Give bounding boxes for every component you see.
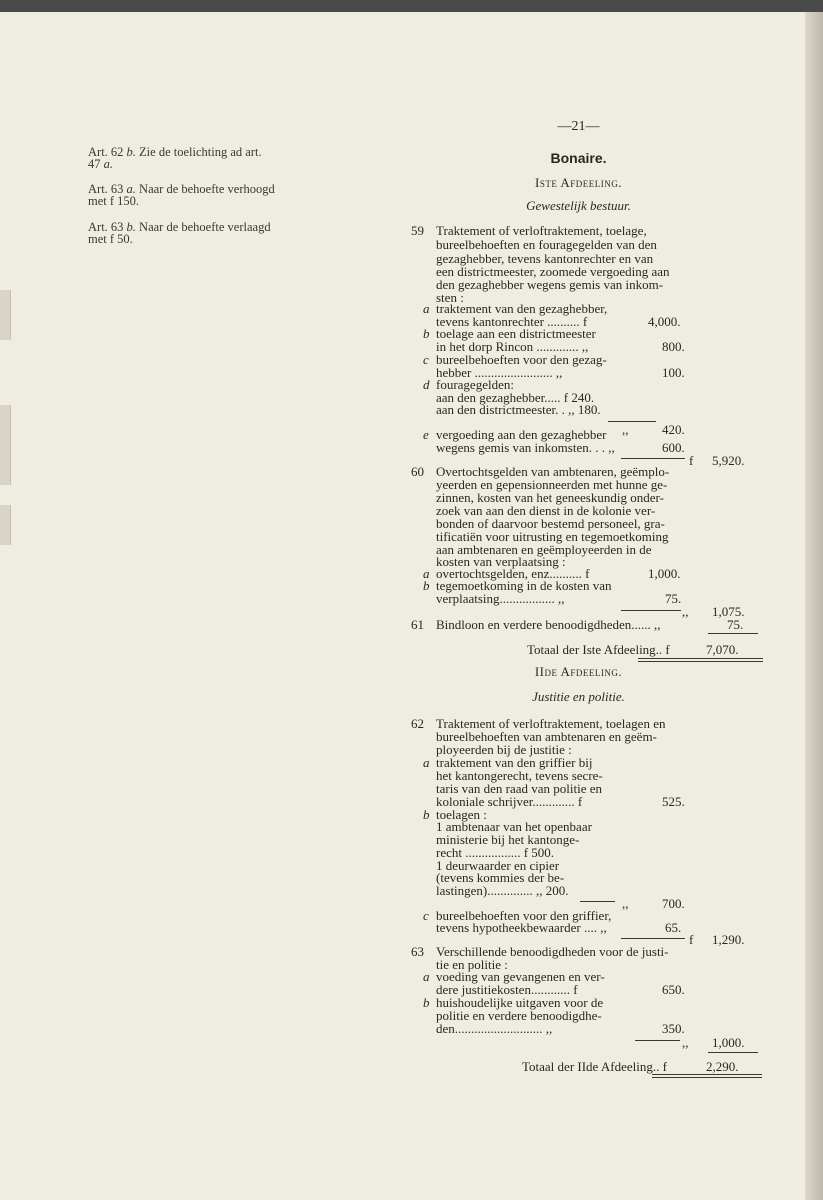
amount: 420. xyxy=(662,422,685,437)
line-text: hebber ........................ ,, xyxy=(436,365,563,380)
line-text: taris van den raad van politie en xyxy=(436,781,603,796)
section-heading: IIde Afdeeling. xyxy=(534,664,623,679)
line-text: ,, xyxy=(682,1035,689,1050)
line-text: koloniale schrijver............. f xyxy=(436,794,583,809)
line-text: verplaatsing................. ,, xyxy=(436,591,565,606)
line-text: den........................... ,, xyxy=(436,1021,553,1036)
line-text: zinnen, kosten van het geneeskundig onder- xyxy=(436,490,664,505)
line-text: zoek van aan den dienst in de kolonie ver- xyxy=(436,503,656,518)
line-text: tegemoetkoming in de kosten van xyxy=(436,578,612,593)
amount: 600. xyxy=(662,440,685,455)
item-letter: b xyxy=(423,326,430,341)
line-text: het kantongerecht, tevens secre- xyxy=(436,768,603,783)
line-text: vergoeding aan den gezaghebber xyxy=(436,427,607,442)
subtotal-rule xyxy=(580,901,615,902)
amount: 525. xyxy=(662,794,685,809)
line-text: in het dorp Rincon ............. ,, xyxy=(436,339,589,354)
line-text: bureelbehoeften voor den gezag- xyxy=(436,352,607,367)
amount: 65. xyxy=(665,920,682,935)
margin-note: 47 a. xyxy=(88,157,113,171)
total-rule xyxy=(708,1052,758,1053)
line-text: aan den gezaghebber..... f 240. xyxy=(436,390,595,405)
amount: 1,290. xyxy=(712,932,745,947)
line-text: huishoudelijke uitgaven voor de xyxy=(436,995,604,1010)
item-letter: b xyxy=(423,995,430,1010)
amount: 2,290. xyxy=(706,1059,739,1074)
page-edge xyxy=(805,12,823,1200)
amount: 1,000. xyxy=(648,566,681,581)
amount: 800. xyxy=(662,339,685,354)
section-subheading: Justitie en politie. xyxy=(532,689,625,704)
binding-tab xyxy=(0,505,11,545)
line-text: traktement van den gezaghebber, xyxy=(436,301,608,316)
amount: 350. xyxy=(662,1021,685,1036)
page-title: Bonaire. xyxy=(550,150,607,166)
line-text: tie en politie : xyxy=(436,957,508,972)
margin-note: met f 150. xyxy=(88,194,140,208)
line-text: recht ................. f 500. xyxy=(436,845,555,860)
article-number: 61 xyxy=(411,617,424,632)
line-text: aan den districtmeester. . ,, 180. xyxy=(436,402,601,417)
amount: 100. xyxy=(662,365,685,380)
margin-note: Art. 63 a. Naar de behoefte verhoogd xyxy=(88,182,275,196)
margin-note: Art. 62 b. Zie de toelichting ad art. xyxy=(88,145,262,159)
amount: 1,075. xyxy=(712,604,745,619)
line-text: fouragegelden: xyxy=(436,377,514,392)
line-text: den gezaghebber wegens gemis van inkom- xyxy=(436,277,664,292)
line-text: Bindloon en verdere benoodigdheden...... ,, xyxy=(436,617,661,632)
line-text: lastingen).............. ,, 200. xyxy=(436,883,569,898)
amount: 75. xyxy=(665,591,682,606)
margin-note: Art. 63 b. Naar de behoefte verlaagd xyxy=(88,220,271,234)
line-text: f xyxy=(689,932,694,947)
line-text: (tevens kommies der be- xyxy=(436,870,565,885)
line-text: sten : xyxy=(436,290,464,305)
line-text: ployeerden bij de justitie : xyxy=(436,742,572,757)
line-text: een districtmeester, zoomede vergoeding aan xyxy=(436,264,670,279)
line-text: ,, xyxy=(622,422,629,437)
binding-tab xyxy=(0,290,11,340)
page-number: —21— xyxy=(557,119,600,134)
line-text: ,, xyxy=(682,604,689,619)
amount: 650. xyxy=(662,982,685,997)
line-text: gezaghebber, tevens kantonrechter en van xyxy=(436,251,654,266)
total-double-rule xyxy=(638,661,763,662)
item-letter: a xyxy=(423,301,430,316)
subtotal-rule xyxy=(621,938,685,939)
line-text: ,, xyxy=(622,896,629,911)
line-text: Verschillende benoodigdheden voor de justi- xyxy=(436,944,669,959)
amount: 7,070. xyxy=(706,642,739,657)
item-letter: a xyxy=(423,969,430,984)
line-text: bureelbehoeften voor den griffier, xyxy=(436,908,612,923)
amount: 75. xyxy=(727,617,744,632)
line-text: toelage aan een districtmeester xyxy=(436,326,596,341)
line-text: tificatiën voor uitrusting en tegemoetkoming xyxy=(436,529,669,544)
line-text: tevens hypotheekbewaarder .... ,, xyxy=(436,920,607,935)
binding-tab xyxy=(0,405,11,485)
line-text: wegens gemis van inkomsten. . . ,, xyxy=(436,440,615,455)
line-text: Overtochtsgelden van ambtenaren, geëmplo- xyxy=(436,464,670,479)
total-rule xyxy=(708,633,758,634)
margin-note: met f 50. xyxy=(88,232,133,246)
section-heading: Iste Afdeeling. xyxy=(535,175,622,190)
line-text: kosten van verplaatsing : xyxy=(436,554,566,569)
item-letter: b xyxy=(423,578,430,593)
subtotal-rule xyxy=(621,458,685,459)
line-text: 1 ambtenaar van het openbaar xyxy=(436,819,592,834)
item-letter: b xyxy=(423,807,430,822)
total-double-rule xyxy=(652,1074,762,1075)
line-text: yeerden en gepensionneerden met hunne ge- xyxy=(436,477,668,492)
subtotal-rule xyxy=(635,1040,680,1041)
line-text: ministerie bij het kantonge- xyxy=(436,832,580,847)
line-text: Totaal der Iste Afdeeling.. f xyxy=(527,642,670,657)
amount: 4,000. xyxy=(648,314,681,329)
total-double-rule xyxy=(638,658,763,659)
subtotal-rule xyxy=(621,610,681,611)
total-double-rule xyxy=(652,1077,762,1078)
amount: 1,000. xyxy=(712,1035,745,1050)
article-number: 60 xyxy=(411,464,424,479)
line-text: bonden of daarvoor bestemd personeel, gra- xyxy=(436,516,665,531)
item-letter: e xyxy=(423,427,429,442)
section-subheading: Gewestelijk bestuur. xyxy=(526,198,631,213)
line-text: 1 deurwaarder en cipier xyxy=(436,858,560,873)
amount: 5,920. xyxy=(712,453,745,468)
item-letter: c xyxy=(423,908,429,923)
line-text: Totaal der IIde Afdeeling.. f xyxy=(522,1059,667,1074)
item-letter: d xyxy=(423,377,430,392)
item-letter: a xyxy=(423,566,430,581)
line-text: dere justitiekosten............ f xyxy=(436,982,578,997)
item-letter: a xyxy=(423,755,430,770)
line-text: bureelbehoeften en fouragegelden van den xyxy=(436,237,657,252)
line-text: tevens kantonrechter .......... f xyxy=(436,314,588,329)
line-text: Traktement of verloftraktement, toelage, xyxy=(436,223,647,238)
item-letter: c xyxy=(423,352,429,367)
line-text: overtochtsgelden, enz.......... f xyxy=(436,566,590,581)
line-text: f xyxy=(689,453,694,468)
line-text: voeding van gevangenen en ver- xyxy=(436,969,605,984)
article-number: 59 xyxy=(411,223,424,238)
scan-top-bar xyxy=(0,0,823,12)
line-text: politie en verdere benoodigdhe- xyxy=(436,1008,602,1023)
line-text: traktement van den griffier bij xyxy=(436,755,593,770)
subtotal-rule xyxy=(608,421,656,422)
article-number: 63 xyxy=(411,944,424,959)
line-text: toelagen : xyxy=(436,807,487,822)
amount: 700. xyxy=(662,896,685,911)
article-number: 62 xyxy=(411,716,424,731)
line-text: aan ambtenaren en geëmployeerden in de xyxy=(436,542,652,557)
line-text: Traktement of verloftraktement, toelagen en xyxy=(436,716,666,731)
line-text: bureelbehoeften van ambtenaren en geëm- xyxy=(436,729,657,744)
